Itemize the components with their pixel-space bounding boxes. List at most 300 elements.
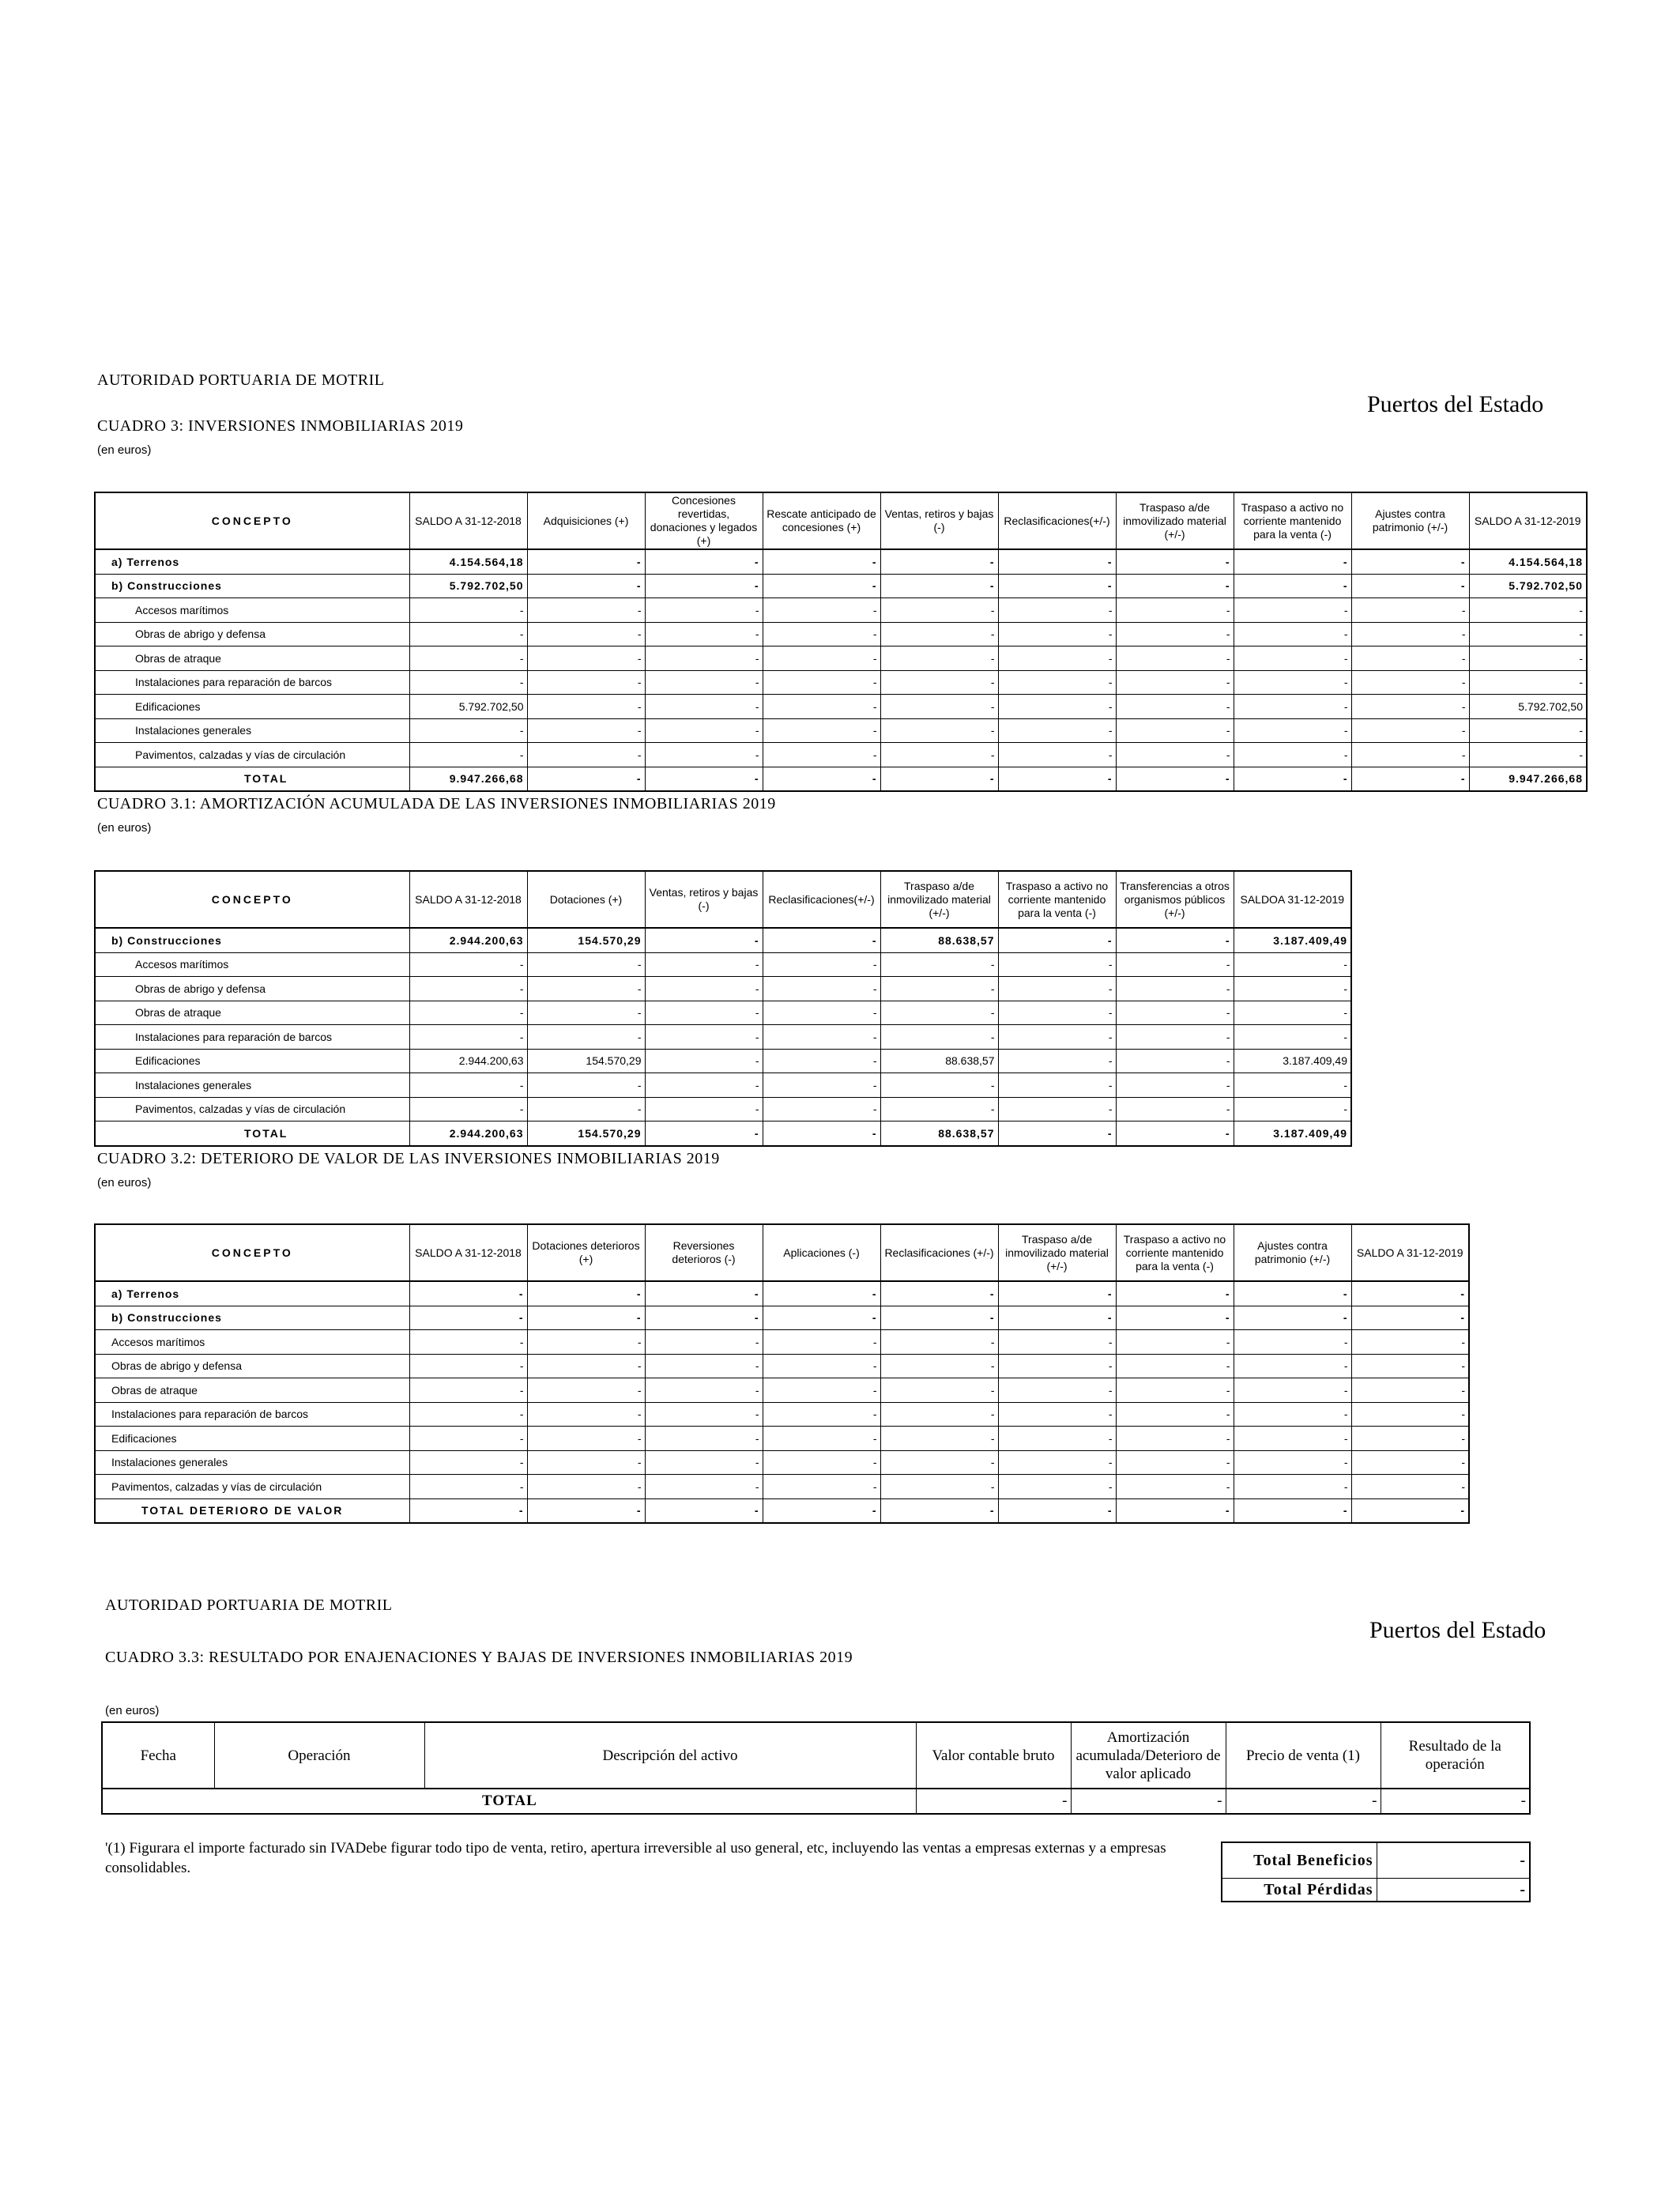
row-label: Obras de atraque [95, 647, 409, 671]
col-header: Ajustes contra patrimonio (+/-) [1234, 1224, 1351, 1281]
row-label: Accesos marítimos [95, 598, 409, 623]
cell-value: - [998, 695, 1116, 719]
table-title-3-1: CUADRO 3.1: AMORTIZACIÓN ACUMULADA DE LAS INVERSIONES INMOBILIARIAS 2019 [97, 795, 776, 812]
cell-value: - [880, 977, 998, 1001]
table-row [95, 598, 1587, 623]
table-row [95, 952, 1351, 977]
cell-value: - [998, 1122, 1116, 1146]
cell-value: - [998, 622, 1116, 647]
cell-value: - [527, 767, 645, 791]
cell-value: - [1234, 1475, 1351, 1499]
cell-value: - [1116, 622, 1234, 647]
col-header: Reclasificaciones(+/-) [763, 871, 880, 928]
cell-value: - [1234, 670, 1351, 695]
cell-value: - [1116, 549, 1234, 574]
col-header: Traspaso a/de inmovilizado material (+/-) [880, 871, 998, 928]
cell-value: - [1116, 1122, 1234, 1146]
cell-value: - [409, 1001, 527, 1025]
cell-value: - [998, 670, 1116, 695]
cell-value: - [527, 977, 645, 1001]
cell-value: - [645, 1427, 763, 1451]
cell-value: 88.638,57 [880, 1122, 998, 1146]
cell-value: - [880, 952, 998, 977]
table-row [95, 1122, 1351, 1146]
table-title-3: CUADRO 3: INVERSIONES INMOBILIARIAS 2019 [97, 417, 464, 435]
cell-value: - [763, 1025, 880, 1050]
cell-value: 4.154.564,18 [1469, 549, 1587, 574]
cell-value: - [763, 647, 880, 671]
cell-value: - [1116, 1001, 1234, 1025]
cell-value: - [409, 1097, 527, 1122]
cell-value: - [1234, 1427, 1351, 1451]
cell-value: - [880, 743, 998, 767]
cell-value: - [880, 1498, 998, 1523]
cell-value: - [527, 574, 645, 598]
table-row [95, 1475, 1469, 1499]
cell-value: - [645, 549, 763, 574]
col-header-fecha: Fecha [102, 1722, 214, 1789]
cell-value: - [998, 1402, 1116, 1427]
cell-value: 154.570,29 [527, 928, 645, 952]
table-title-3-3: CUADRO 3.3: RESULTADO POR ENAJENACIONES Y BAJAS DE INVERSIONES INMOBILIARIAS 2019 [105, 1649, 853, 1666]
cell-value: - [763, 1498, 880, 1523]
cell-value: - [1351, 1354, 1469, 1378]
cell-value: - [409, 718, 527, 743]
cell-value: - [998, 1306, 1116, 1330]
table-row [95, 1073, 1351, 1098]
col-header-concepto: CONCEPTO [95, 871, 409, 928]
table-row [95, 1402, 1469, 1427]
cell-value: - [880, 1475, 998, 1499]
cell-value: - [998, 1097, 1116, 1122]
cell-value: - [645, 767, 763, 791]
cell-value: - [1351, 574, 1469, 598]
row-label: Instalaciones para reparación de barcos [95, 670, 409, 695]
cell-value: 154.570,29 [527, 1049, 645, 1073]
cell-value: - [527, 1450, 645, 1475]
row-label: a) Terrenos [95, 1281, 409, 1306]
cell-value: - [1116, 1049, 1234, 1073]
row-label: TOTAL [95, 1122, 409, 1146]
units-note-2: (en euros) [105, 1704, 160, 1717]
table-row [95, 1001, 1351, 1025]
cell-value: - [1234, 1378, 1351, 1403]
cell-value: - [1234, 549, 1351, 574]
cell-value: - [998, 1073, 1116, 1098]
cell-value: - [998, 647, 1116, 671]
col-header-valor-contable: Valor contable bruto [916, 1722, 1071, 1789]
cell-value: - [527, 952, 645, 977]
units-note: (en euros) [97, 1176, 152, 1189]
row-label: Obras de abrigo y defensa [95, 622, 409, 647]
cell-value: - [409, 1475, 527, 1499]
row-label: Instalaciones generales [95, 1450, 409, 1475]
cell-value: - [1351, 1402, 1469, 1427]
cell-value: - [880, 670, 998, 695]
cell-value: - [998, 767, 1116, 791]
cell-value: - [645, 622, 763, 647]
cell-value: - [1234, 952, 1351, 977]
cell-value: - [527, 622, 645, 647]
cell-value: - [763, 1049, 880, 1073]
cell-value: 2.944.200,63 [409, 1049, 527, 1073]
cell-value: - [1116, 1097, 1234, 1122]
cell-value: - [409, 1427, 527, 1451]
cell-value: - [998, 1001, 1116, 1025]
cell-value: - [527, 1025, 645, 1050]
units-note: (en euros) [97, 443, 152, 457]
cell-value: - [1116, 598, 1234, 623]
row-label: a) Terrenos [95, 549, 409, 574]
cell-value: - [1469, 598, 1587, 623]
cell-value: - [763, 1475, 880, 1499]
col-header-descripcion: Descripción del activo [424, 1722, 916, 1789]
table-row [95, 928, 1351, 952]
cell-value: 5.792.702,50 [1469, 574, 1587, 598]
cell-value: - [1351, 695, 1469, 719]
table-row [95, 1097, 1351, 1122]
cell-value: - [1116, 1281, 1234, 1306]
cell-value: - [1116, 743, 1234, 767]
row-label: b) Construcciones [95, 1306, 409, 1330]
cell-value: - [527, 1330, 645, 1355]
col-header: SALDO A 31-12-2019 [1351, 1224, 1469, 1281]
cell-value: - [763, 622, 880, 647]
table-row [95, 1450, 1469, 1475]
cell-value: - [1351, 1330, 1469, 1355]
cell-value: - [1234, 695, 1351, 719]
cell-value: - [998, 1330, 1116, 1355]
cell-value: - [645, 598, 763, 623]
cell-value: - [880, 1001, 998, 1025]
total-amortizacion: - [1071, 1789, 1226, 1814]
row-label: Accesos marítimos [95, 952, 409, 977]
table-row [95, 1498, 1469, 1523]
cell-value: 5.792.702,50 [1469, 695, 1587, 719]
row-label: TOTAL DETERIORO DE VALOR [95, 1498, 409, 1523]
cell-value: - [1116, 1475, 1234, 1499]
cell-value: - [527, 1354, 645, 1378]
cell-value: - [1116, 1073, 1234, 1098]
table-row [95, 670, 1587, 695]
cell-value: - [1469, 718, 1587, 743]
cell-value: - [409, 977, 527, 1001]
col-header: SALDO A 31-12-2018 [409, 871, 527, 928]
total-resultado: - [1381, 1789, 1530, 1814]
table-row [95, 767, 1587, 791]
cell-value: 88.638,57 [880, 1049, 998, 1073]
cell-value: - [880, 1025, 998, 1050]
cell-value: - [527, 598, 645, 623]
cell-value: 3.187.409,49 [1234, 1122, 1351, 1146]
cell-value: - [880, 549, 998, 574]
cell-value: - [645, 1354, 763, 1378]
cell-value: - [763, 1306, 880, 1330]
col-header: Reclasificaciones(+/-) [998, 492, 1116, 549]
total-label: TOTAL [102, 1789, 916, 1814]
cell-value: - [645, 1306, 763, 1330]
row-label: Obras de atraque [95, 1001, 409, 1025]
cell-value: - [645, 743, 763, 767]
cell-value: 2.944.200,63 [409, 1122, 527, 1146]
cell-value: - [1234, 743, 1351, 767]
cell-value: - [880, 1306, 998, 1330]
col-header: Traspaso a activo no corriente mantenido para la venta (-) [1116, 1224, 1234, 1281]
row-label: Obras de atraque [95, 1378, 409, 1403]
cell-value: - [527, 549, 645, 574]
cell-value: - [645, 574, 763, 598]
brand-name-2: Puertos del Estado [1369, 1617, 1546, 1643]
col-header: Ventas, retiros y bajas (-) [880, 492, 998, 549]
cell-value: - [527, 695, 645, 719]
cell-value: - [409, 1450, 527, 1475]
cell-value: - [1116, 647, 1234, 671]
col-header-precio-venta: Precio de venta (1) [1226, 1722, 1381, 1789]
cell-value: - [880, 1330, 998, 1355]
cell-value: - [409, 1073, 527, 1098]
cell-value: - [409, 1402, 527, 1427]
row-label: Pavimentos, calzadas y vías de circulación [95, 1475, 409, 1499]
org-name-2: AUTORIDAD PORTUARIA DE MOTRIL [105, 1596, 393, 1614]
cell-value: - [763, 1122, 880, 1146]
table-row [95, 1378, 1469, 1403]
cell-value: - [1116, 670, 1234, 695]
cell-value: - [1234, 767, 1351, 791]
col-header-operacion: Operación [214, 1722, 424, 1789]
cell-value: - [409, 1330, 527, 1355]
cell-value: - [645, 1330, 763, 1355]
row-label: Instalaciones para reparación de barcos [95, 1025, 409, 1050]
cell-value: - [1351, 1475, 1469, 1499]
cell-value: - [1351, 767, 1469, 791]
cell-value: - [998, 1450, 1116, 1475]
col-header: Traspaso a/de inmovilizado material (+/-) [998, 1224, 1116, 1281]
cell-value: - [1116, 1354, 1234, 1378]
cell-value: - [998, 952, 1116, 977]
cell-value: - [1234, 1073, 1351, 1098]
col-header-concepto: CONCEPTO [95, 492, 409, 549]
cell-value: - [1234, 598, 1351, 623]
cell-value: 154.570,29 [527, 1122, 645, 1146]
cell-value: - [409, 1498, 527, 1523]
cell-value: - [1351, 1281, 1469, 1306]
cell-value: - [527, 1378, 645, 1403]
cell-value: - [1234, 1402, 1351, 1427]
cell-value: - [527, 1097, 645, 1122]
total-precio-venta: - [1226, 1789, 1381, 1814]
cell-value: - [763, 718, 880, 743]
cell-value: - [763, 743, 880, 767]
cell-value: - [645, 1281, 763, 1306]
cell-value: - [1234, 1097, 1351, 1122]
cell-value: - [1116, 1427, 1234, 1451]
cell-value: - [880, 1427, 998, 1451]
cell-value: - [645, 1025, 763, 1050]
cell-value: - [998, 598, 1116, 623]
cell-value: - [880, 1354, 998, 1378]
table-resultado-enajenaciones [101, 1721, 1531, 1815]
cell-value: - [527, 647, 645, 671]
row-label: Edificaciones [95, 1049, 409, 1073]
table-row [95, 1049, 1351, 1073]
table-row [95, 549, 1587, 574]
col-header: Transferencias a otros organismos públicos (+/-) [1116, 871, 1234, 928]
cell-value: - [998, 1281, 1116, 1306]
col-header-amortizacion: Amortización acumulada/Deterioro de valor aplicado [1071, 1722, 1226, 1789]
col-header: Traspaso a activo no corriente mantenido para la venta (-) [1234, 492, 1351, 549]
cell-value: - [527, 1475, 645, 1499]
cell-value: - [998, 1354, 1116, 1378]
cell-value: 9.947.266,68 [409, 767, 527, 791]
cell-value: - [763, 1097, 880, 1122]
cell-value: - [1351, 1450, 1469, 1475]
col-header-resultado: Resultado de la operación [1381, 1722, 1530, 1789]
cell-value: - [409, 743, 527, 767]
table-inversiones [94, 492, 1588, 792]
cell-value: - [1351, 743, 1469, 767]
cell-value: - [1351, 1306, 1469, 1330]
col-header: Dotaciones (+) [527, 871, 645, 928]
cell-value: - [1234, 1306, 1351, 1330]
table-row [95, 695, 1587, 719]
cell-value: - [645, 928, 763, 952]
total-beneficios-value: - [1377, 1842, 1530, 1879]
table-row [95, 977, 1351, 1001]
units-note: (en euros) [97, 821, 152, 835]
cell-value: - [998, 1025, 1116, 1050]
cell-value: - [645, 670, 763, 695]
row-label: Obras de abrigo y defensa [95, 1354, 409, 1378]
table-row [95, 574, 1587, 598]
table-title-3-2: CUADRO 3.2: DETERIORO DE VALOR DE LAS INVERSIONES INMOBILIARIAS 2019 [97, 1150, 720, 1167]
brand-name: Puertos del Estado [1367, 391, 1544, 417]
cell-value: - [1351, 622, 1469, 647]
col-header: Ventas, retiros y bajas (-) [645, 871, 763, 928]
cell-value: - [763, 1402, 880, 1427]
cell-value: - [998, 1049, 1116, 1073]
cell-value: - [527, 743, 645, 767]
cell-value: 5.792.702,50 [409, 574, 527, 598]
cell-value: - [1351, 670, 1469, 695]
cell-value: 88.638,57 [880, 928, 998, 952]
row-label: Instalaciones generales [95, 718, 409, 743]
col-header: Traspaso a activo no corriente mantenido para la venta (-) [998, 871, 1116, 928]
cell-value: - [1351, 1427, 1469, 1451]
cell-value: - [1234, 647, 1351, 671]
cell-value: - [409, 598, 527, 623]
cell-value: - [880, 1450, 998, 1475]
cell-value: - [880, 1378, 998, 1403]
cell-value: - [880, 1281, 998, 1306]
cell-value: - [763, 1354, 880, 1378]
cell-value: - [409, 1281, 527, 1306]
cell-value: - [763, 574, 880, 598]
cell-value: - [763, 695, 880, 719]
col-header: Aplicaciones (-) [763, 1224, 880, 1281]
cell-value: - [1116, 1450, 1234, 1475]
totals-summary [1221, 1842, 1531, 1902]
cell-value: - [880, 695, 998, 719]
table-deterioro [94, 1223, 1470, 1524]
cell-value: - [1116, 1378, 1234, 1403]
cell-value: - [645, 1498, 763, 1523]
cell-value: - [1234, 622, 1351, 647]
cell-value: - [998, 743, 1116, 767]
col-header: Rescate anticipado de concesiones (+) [763, 492, 880, 549]
cell-value: - [1351, 1498, 1469, 1523]
row-label: Edificaciones [95, 695, 409, 719]
cell-value: - [1469, 647, 1587, 671]
cell-value: 5.792.702,50 [409, 695, 527, 719]
row-label: TOTAL [95, 767, 409, 791]
cell-value: - [763, 598, 880, 623]
cell-value: - [409, 952, 527, 977]
col-header: Concesiones revertidas, donaciones y legados (+) [645, 492, 763, 549]
cell-value: 3.187.409,49 [1234, 928, 1351, 952]
table-row [95, 1354, 1469, 1378]
cell-value: - [880, 767, 998, 791]
cell-value: - [1234, 574, 1351, 598]
cell-value: - [1351, 549, 1469, 574]
cell-value: - [1116, 977, 1234, 1001]
cell-value: - [1351, 647, 1469, 671]
cell-value: - [409, 1354, 527, 1378]
total-valor-contable: - [916, 1789, 1071, 1814]
row-label: Edificaciones [95, 1427, 409, 1451]
cell-value: - [763, 1450, 880, 1475]
table-row [95, 1330, 1469, 1355]
cell-value: 2.944.200,63 [409, 928, 527, 952]
cell-value: - [527, 1402, 645, 1427]
cell-value: - [409, 670, 527, 695]
table-row [95, 647, 1587, 671]
cell-value: - [527, 1427, 645, 1451]
cell-value: - [645, 1378, 763, 1403]
cell-value: - [880, 1073, 998, 1098]
col-header: Reclasificaciones (+/-) [880, 1224, 998, 1281]
cell-value: - [1351, 598, 1469, 623]
table-row [95, 743, 1587, 767]
table-row [95, 1427, 1469, 1451]
col-header: SALDO A 31-12-2018 [409, 1224, 527, 1281]
cell-value: - [527, 670, 645, 695]
cell-value: - [1116, 1402, 1234, 1427]
cell-value: - [880, 1097, 998, 1122]
cell-value: - [645, 1097, 763, 1122]
cell-value: - [998, 718, 1116, 743]
cell-value: - [1116, 952, 1234, 977]
cell-value: - [1469, 622, 1587, 647]
cell-value: - [763, 1281, 880, 1306]
total-perdidas-label: Total Pérdidas [1222, 1879, 1377, 1902]
row-label: b) Construcciones [95, 574, 409, 598]
row-label: Accesos marítimos [95, 1330, 409, 1355]
cell-value: - [645, 1475, 763, 1499]
cell-value: - [1351, 1378, 1469, 1403]
cell-value: - [645, 1073, 763, 1098]
cell-value: - [763, 1073, 880, 1098]
cell-value: - [645, 952, 763, 977]
cell-value: - [645, 695, 763, 719]
row-label: Instalaciones generales [95, 1073, 409, 1098]
col-header: Traspaso a/de inmovilizado material (+/-) [1116, 492, 1234, 549]
row-label: Pavimentos, calzadas y vías de circulación [95, 743, 409, 767]
cell-value: - [1234, 1001, 1351, 1025]
row-label: Obras de abrigo y defensa [95, 977, 409, 1001]
cell-value: - [409, 647, 527, 671]
table-amortizacion [94, 870, 1352, 1147]
cell-value: 3.187.409,49 [1234, 1049, 1351, 1073]
